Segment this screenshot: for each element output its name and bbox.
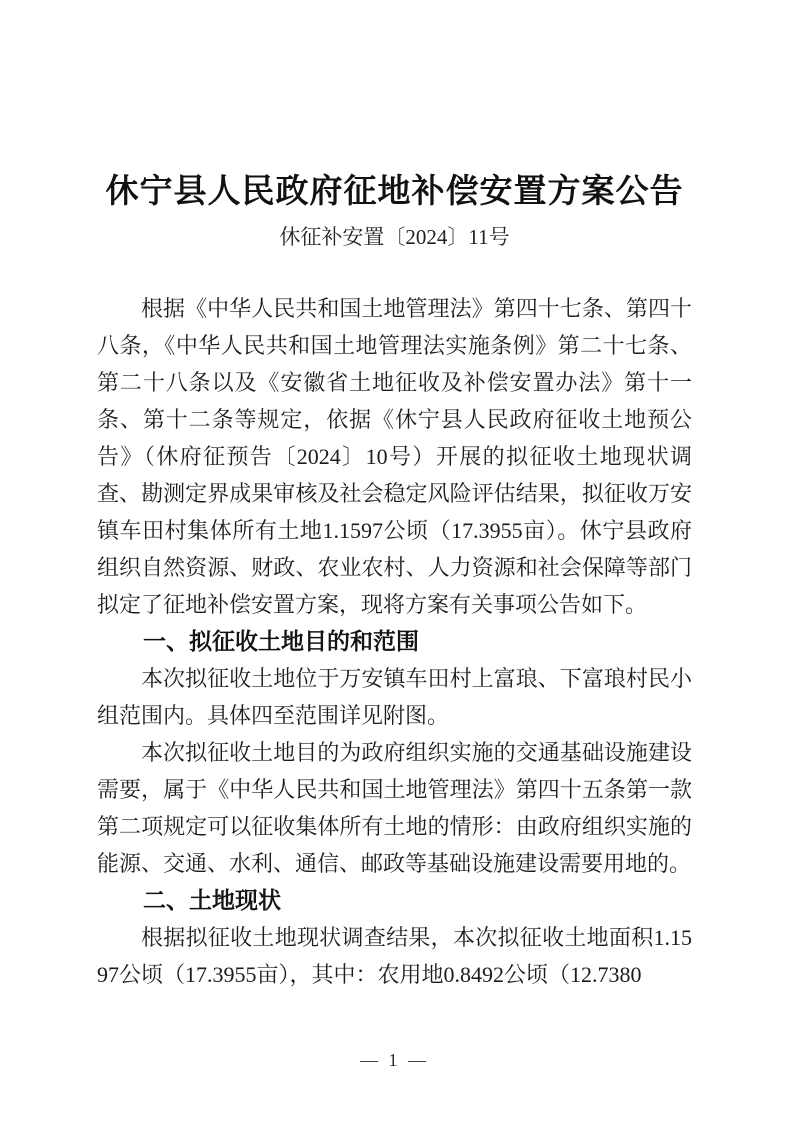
- paragraph-land-status: 根据拟征收土地现状调查结果，本次拟征收土地面积1.1597公顷（17.3955亩），其中：农用地0.8492公顷（12.7380: [97, 925, 692, 987]
- document-body: [97, 290, 692, 993]
- section-heading-land-status: 二、土地现状: [143, 887, 281, 913]
- paragraph-purpose: 本次拟征收土地目的为政府组织实施的交通基础设施建设需要，属于《中华人民共和国土地管理法》第四十五条第一款第二项规定可以征收集体所有土地的情形：由政府组织实施的能源、交通、水利、通信、邮政等基础设施建设需要用地的。: [97, 740, 692, 876]
- page-number: — 1 —: [360, 1050, 429, 1070]
- paragraph-legal-basis: 根据《中华人民共和国土地管理法》第四十七条、第四十八条，《中华人民共和国土地管理法实施条例》第二十七条、第二十八条以及《安徽省土地征收及补偿安置办法》第十一条、第十二条等规定，依据《休宁县人民政府征收土地预公告》（休府征预告〔2024〕10号）开展的拟征收土地现状调查、勘测定界成果审核及社会稳定风险评估结果，拟征收万安镇车田村集体所有土地1.1597公顷（17.3955亩）。休宁县政府组织自然资源、财政、农业农村、人力资源和社会保障等部门拟定了征地补偿安置方案，现将方案有关事项公告如下。: [97, 296, 692, 617]
- document-number: 休征补安置〔2024〕11号: [279, 225, 510, 249]
- section-heading-purpose-scope: 一、拟征收土地目的和范围: [143, 628, 419, 654]
- document-title: 休宁县人民政府征地补偿安置方案公告: [105, 174, 684, 210]
- paragraph-location: 本次拟征收土地位于万安镇车田村上富琅、下富琅村民小组范围内。具体四至范围详见附图。: [97, 666, 692, 728]
